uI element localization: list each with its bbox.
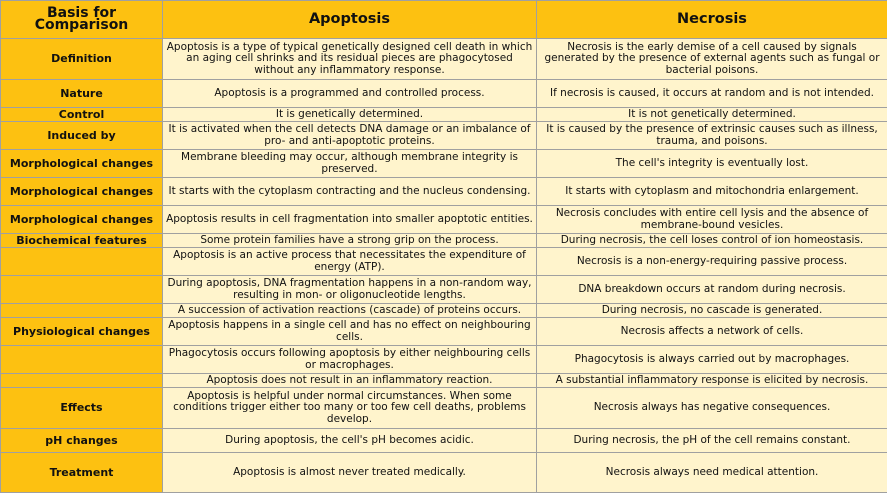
row-label: Morphological changes [1,206,163,234]
apoptosis-cell: During apoptosis, DNA fragmentation happens in a non-random way, resulting in mon- or oligonucleotide lengths. [163,276,537,304]
header-necrosis: Necrosis [537,1,887,39]
necrosis-cell: During necrosis, no cascade is generated. [537,304,887,318]
row-label: Morphological changes [1,150,163,178]
row-label: Physiological changes [1,318,163,346]
apoptosis-cell: Apoptosis is almost never treated medically. [163,453,537,493]
table-row [1,150,887,178]
table-row [1,206,887,234]
table-row [1,80,887,108]
row-label: Control [1,108,163,122]
necrosis-cell: During necrosis, the pH of the cell remains constant. [537,429,887,453]
necrosis-cell: DNA breakdown occurs at random during necrosis. [537,276,887,304]
header-basis: Basis for Comparison [1,1,163,39]
necrosis-cell: Phagocytosis is always carried out by macrophages. [537,346,887,374]
apoptosis-cell: It is genetically determined. [163,108,537,122]
necrosis-cell: It is not genetically determined. [537,108,887,122]
necrosis-cell: Necrosis always need medical attention. [537,453,887,493]
table-row [1,304,887,318]
apoptosis-cell: It is activated when the cell detects DNA damage or an imbalance of pro- and anti-apoptotic proteins. [163,122,537,150]
table-row [1,108,887,122]
necrosis-cell: Necrosis is a non-energy-requiring passive process. [537,248,887,276]
table-row [1,122,887,150]
apoptosis-cell: Apoptosis is an active process that necessitates the expenditure of energy (ATP). [163,248,537,276]
necrosis-cell: Necrosis is the early demise of a cell caused by signals generated by the presence of external agents such as fungal or bacterial poisons. [537,39,887,80]
header-row [1,1,887,39]
row-label: Morphological changes [1,178,163,206]
table-row [1,453,887,493]
apoptosis-cell: Apoptosis is a type of typical genetically designed cell death in which an aging cell shrinks and its residual pieces are phagocytosed without any inflammatory response. [163,39,537,80]
table-row [1,178,887,206]
apoptosis-cell: A succession of activation reactions (cascade) of proteins occurs. [163,304,537,318]
necrosis-cell: A substantial inflammatory response is elicited by necrosis. [537,374,887,388]
necrosis-cell: It is caused by the presence of extrinsic causes such as illness, trauma, and poisons. [537,122,887,150]
row-label: Definition [1,39,163,80]
row-label: Nature [1,80,163,108]
table-row [1,374,887,388]
necrosis-cell: If necrosis is caused, it occurs at random and is not intended. [537,80,887,108]
necrosis-cell: The cell's integrity is eventually lost. [537,150,887,178]
table-row [1,248,887,276]
row-label [1,276,163,304]
table-row [1,346,887,374]
apoptosis-cell: Apoptosis does not result in an inflammatory reaction. [163,374,537,388]
apoptosis-cell: Apoptosis happens in a single cell and has no effect on neighbouring cells. [163,318,537,346]
row-label: Induced by [1,122,163,150]
apoptosis-cell: Apoptosis is a programmed and controlled process. [163,80,537,108]
table-row [1,276,887,304]
row-label: Treatment [1,453,163,493]
table-row [1,234,887,248]
necrosis-cell: Necrosis affects a network of cells. [537,318,887,346]
apoptosis-cell: It starts with the cytoplasm contracting and the nucleus condensing. [163,178,537,206]
necrosis-cell: It starts with cytoplasm and mitochondria enlargement. [537,178,887,206]
header-apoptosis: Apoptosis [163,1,537,39]
row-label: Biochemical features [1,234,163,248]
apoptosis-cell: Phagocytosis occurs following apoptosis by either neighbouring cells or macrophages. [163,346,537,374]
row-label [1,304,163,318]
apoptosis-cell: Apoptosis is helpful under normal circumstances. When some conditions trigger either too many or too few cell deaths, problems develop. [163,388,537,429]
row-label [1,346,163,374]
row-label: Effects [1,388,163,429]
table-row [1,429,887,453]
necrosis-cell: During necrosis, the cell loses control of ion homeostasis. [537,234,887,248]
table-row [1,318,887,346]
row-label [1,374,163,388]
necrosis-cell: Necrosis always has negative consequences. [537,388,887,429]
apoptosis-cell: Apoptosis results in cell fragmentation into smaller apoptotic entities. [163,206,537,234]
table-row [1,388,887,429]
apoptosis-cell: Membrane bleeding may occur, although membrane integrity is preserved. [163,150,537,178]
row-label [1,248,163,276]
table-row [1,39,887,80]
apoptosis-cell: Some protein families have a strong grip on the process. [163,234,537,248]
necrosis-cell: Necrosis concludes with entire cell lysis and the absence of membrane-bound vesicles. [537,206,887,234]
apoptosis-cell: During apoptosis, the cell's pH becomes acidic. [163,429,537,453]
row-label: pH changes [1,429,163,453]
